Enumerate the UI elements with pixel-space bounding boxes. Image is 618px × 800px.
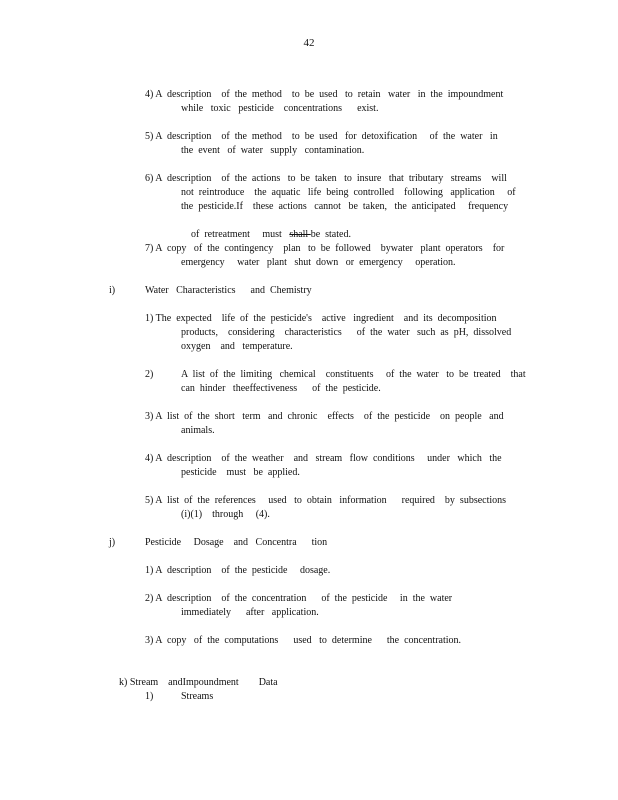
i-item-1-line-2: products, considering characteristics of the water such as pH, dissolved (181, 327, 512, 338)
section-i-label: i) (109, 285, 116, 296)
i-item-3-line-2: animals. (181, 425, 215, 436)
i-item-5-line-1: 5) A list of the references used to obtain information required by subsections (145, 495, 507, 506)
section-k-label: k) (119, 677, 128, 688)
section-j-title: Pesticide Dosage and Concentra tion (145, 537, 328, 548)
i-item-4-line-2: pesticide must be applied. (181, 467, 300, 478)
i-item-2-number: 2) (145, 369, 154, 380)
item-6-line-3: the pesticide.If these actions cannot be taken, the anticipated frequency (181, 201, 509, 212)
struck-word: shall (289, 229, 311, 240)
k-item-1-title: Streams (181, 691, 214, 702)
item-6-line-4-b: be stated. (310, 229, 351, 240)
item-7-line-1: 7) A copy of the contingency plan to be followed bywater plant operators for (145, 243, 505, 254)
item-6-line-1: 6) A description of the actions to be taken to insure that tributary streams will (145, 173, 507, 184)
item-6-line-4-a: of retreatment must (191, 229, 290, 240)
j-item-2-line-1: 2) A description of the concentration of the pesticide in the water (145, 593, 453, 604)
item-4-line-2: while toxic pesticide concentrations exist. (181, 103, 379, 114)
i-item-1-line-3: oxygen and temperature. (181, 341, 293, 352)
item-5-line-2: the event of water supply contamination. (181, 145, 365, 156)
i-item-2-line-2: can hinder theeffectiveness of the pesticide. (181, 383, 381, 394)
item-5-line-1: 5) A description of the method to be used for detoxification of the water in (145, 131, 498, 142)
item-6-line-2: not reintroduce the aquatic life being controlled following application of (181, 187, 516, 198)
i-item-5-line-2: (i)(1) through (4). (181, 509, 270, 520)
i-item-4-line-1: 4) A description of the weather and stream flow conditions under which the (145, 453, 502, 464)
section-k-title-text: Stream andImpoundment Data (129, 677, 278, 688)
item-7-line-2: emergency water plant shut down or emergency operation. (181, 257, 456, 268)
i-item-2-line-1: A list of the limiting chemical constituents of the water to be treated that (181, 369, 526, 380)
i-item-3-line-1: 3) A list of the short term and chronic effects of the pesticide on people and (145, 411, 504, 422)
j-item-3-line-1: 3) A copy of the computations used to determine the concentration. (145, 635, 462, 646)
j-item-1-line-1: 1) A description of the pesticide dosage. (145, 565, 331, 576)
k-item-1-number: 1) (145, 691, 154, 702)
i-item-1-line-1: 1) The expected life of the pesticide's active ingredient and its decomposition (145, 313, 497, 324)
section-i-title: Water Characteristics and Chemistry (145, 285, 312, 296)
item-4-line-1: 4) A description of the method to be used to retain water in the impoundment (145, 89, 504, 100)
section-j-label: j) (109, 537, 116, 548)
j-item-2-line-2: immediately after application. (181, 607, 319, 618)
page-number: 42 (303, 37, 315, 49)
